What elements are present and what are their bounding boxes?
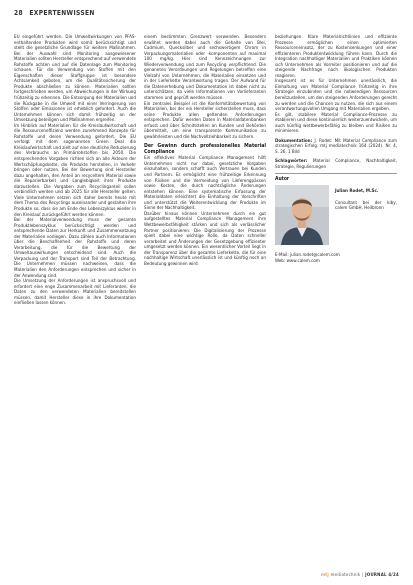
paragraph: Ein effektives Material Compliance Management hilft Unternehmen nicht nur dabei, gesetzliche Vorgaben einzuhalten, sondern schafft auch Vertrauen bei Kunden und Partnern. Es ermöglicht eine frühzeitige Erkennung von Risiken und die Vermeidung von Lieferengpässen sowie Kosten, die durch nachträgliche Änderungen entstehen können. Eine systematische Erfassung der Materialdaten erleichtert die Einhaltung der Vorschriften und unterstützt die Weiterentwicklung der Produkte im Sinne der Nachhaltigkeit.	[144, 156, 266, 212]
footer-brand: mtj	[320, 573, 330, 578]
paragraph: Bei der Materialverwendung muss der gesamte Produktlebenszyklus berücksichtigt werden und entsprechende Daten zur Herkunft und Zusammensetzung der Materialien vorliegen. Dazu zählen auch Informationen über die Beschaffenheit der Rohstoffe und deren Verarbeitung, die für die Bewertung der Umweltauswirkungen entscheidend sind. Auch die Verpackung und der Transport sind Teil der Betrachtung. Die Unternehmen müssen nachweisen, dass die Materialien den Anforderungen entsprechen und sicher in der Anwendung sind.	[14, 218, 136, 279]
column-3	[275, 35, 397, 264]
paragraph: Darüber hinaus können Unternehmen durch ein gut aufgestelltes Material Compliance Management ihre Wettbewerbsfähigkeit stärken und sich als verlässlicher Partner positionieren. Die Digitalisierung der Prozesse spielt dabei eine wichtige Rolle, da Daten schneller verarbeitet und Änderungen der Gesetzgebung effizienter umgesetzt werden können. Ein wesentlicher Vorteil liegt in der Transparenz über die gesamte Lieferkette, die für eine nachhaltige Wirtschaft unerlässlich ist und künftig noch an Bedeutung gewinnen wird.	[144, 211, 266, 267]
footer-issue: 4/24	[388, 573, 399, 578]
footer-publication: mediatechnik	[330, 573, 361, 578]
paragraph: einem bestimmten Grenzwert verwenden. Besonders erwähnt werden dabei auch die Gehalte von Blei, Cadmium, Quecksilber und sechswertigem Chrom in Verpackungsmaterialien oder -komponenten auf maximal 100 mg/kg. Hier sind Kennzeichnungen zur Wiederverwendung und zum Recycling verpflichtend. Die genannten Verordnungen und Regelungen betreffen eine Vielzahl von Unternehmen, die Materialien einsetzen und in der Lieferkette Verantwortung tragen. Der Aufwand für die Datenerhebung und Dokumentation ist dabei nicht zu unterschätzen, da viele Informationen von Vorlieferanten stammen und geprüft werden müssen.	[144, 35, 266, 102]
section-title: EXPERTENWISSEN	[29, 9, 95, 17]
footer-separator: |	[362, 573, 364, 578]
divider	[275, 173, 397, 174]
keywords-text: Material Compliance, Nachhaltigkeit, Strategie, Regulierungen	[275, 159, 397, 171]
author-name: Julian Rodet, M.Sc.	[335, 189, 379, 195]
paragraph: Insgesamt ist es für Unternehmen unerlässlich, die Einhaltung von Material Compliance frühzeitig in ihre Strategie einzubinden und die notwendigen Ressourcen bereitzustellen, um den steigenden Anforderungen gerecht zu werden und die Chancen zu nutzen, die sich aus einem verantwortungsvollen Umgang mit Materialien ergeben.	[275, 79, 397, 113]
author-box	[275, 185, 397, 253]
paragraph: Im Hinblick auf Materialien für die Kreislaufwirtschaft und die Ressourceneffizienz werden zunehmend Konzepte für Rohstoffe und deren Verwendung gefordert. Die EU verfolgt mit dem sogenannten Green Deal die Kreislaufwirtschaft und zielt auf eine deutliche Reduzierung des Verbrauchs an Primärrohstoffen bis 2050. Die entsprechenden Vorgaben richten sich an alle Akteure der Wertschöpfungskette, die Produkte herstellen, in Verkehr bringen oder nutzen. Bei der Bewertung sind Hersteller dazu angehalten, den Anteil an recyceltem Material sowie die Reparierbarkeit und Langlebigkeit ihrer Produkte darzustellen. Die Vorgaben zum Recyclinganteil sollen verbindlich werden und ab 2025 für alle Hersteller gelten. Viele Unternehmen setzen sich daher bereits heute mit dem Thema des Recyclings auseinander und gestalten ihre Produkte so, dass sie am Ende des Lebenszyklus wieder in den Kreislauf zurückgeführt werden können.	[14, 123, 136, 218]
documentation-label: Dokumentation:	[275, 138, 313, 144]
page-header	[14, 9, 95, 17]
page-footer	[321, 573, 399, 578]
keywords	[275, 159, 397, 170]
author-info	[335, 189, 397, 212]
author-web: Web: www.calem.com	[275, 258, 320, 264]
documentation-text: J. Rodet: Mit Material Compliance zum strategischen Erfolg. mtj mediatechnik 164 (2024). Nr. 4, S. 26, 1 Bild	[275, 138, 397, 155]
author-role: Consultant bei der kiby, calem GmbH, Heilbronn	[335, 200, 397, 212]
documentation	[275, 139, 397, 156]
paragraph: EU eingeführt werden. Die Umweltwirkungen von PFAS-enthaltenden Produkten wird somit berücksichtigt und stellt die gesetzliche Grundlage für weitere Maßnahmen. Bei der Auswahl sind Monitoring ausgewiesener Materialien sollten Hersteller entsprechend auf verwendete Rohstoffe achten und auf die Datenlage zum Monitoring schauen. Für die Verwendung von Stoffen mit den Eigenschaften dieser Stoffgruppe ist besondere Achtsamkeit geboten, um die Qualitätssicherung der Produkte abschließen zu können. Materialien sollten fortgeschrieben werden, um Abweichungen in der Wirkung frühzeitig zu erkennen. Die Entsorgung der Materialien und die Rückgabe in die Umwelt mit einer Verringerung von Stoffen oder Emissionen ist erheblich gefordert. Auch die Unternehmen können sich damit frühzeitig an der Umsetzung beteiligen und Maßnahmen ergreifen.	[14, 35, 136, 124]
keywords-label: Schlagwörter:	[275, 159, 308, 165]
paragraph: Es gilt, stabilere Material Compliance-Prozesse zu etablieren und diese kontinuierlich weiterzuentwickeln, um auch künftig wettbewerbsfähig zu bleiben und Risiken zu minimieren.	[275, 112, 397, 135]
paragraph: Ein zentrales Beispiel ist die Konformitätsbewertung von Materialien, bei der ein Hersteller sicherstellen muss, dass seine Produkte allen geltenden Anforderungen entsprechen. Dafür werden Daten in Materialdatenbanken erfasst und über Schnittstellen an Kunden und Behörden übermittelt, um eine transparente Kommunikation zu gewährleisten und die Nachvollziehbarkeit zu sichern.	[144, 101, 266, 140]
author-email: E-Mail: julian.rodet@calem.com	[275, 253, 340, 259]
subheading: Der Gewinn durch professionelles Material Compliance	[144, 143, 266, 156]
column-1	[14, 35, 136, 307]
paragraph: beziehungen. Klare Materialrichtlinien und effiziente Prozesse ermöglichen einen optimierten Ressourceneinsatz, der zu Kostensenkungen und einer effizienteren Produktentwicklung führen kann. Durch die Integration nachhaltiger Materialien und Praktiken können sich Unternehmen als Vorreiter positionieren und auf die steigende Nachfrage nach ökologischen Produkten reagieren.	[275, 35, 397, 79]
footer-magazine: JOURNAL	[365, 573, 387, 578]
author-heading: Autor	[275, 175, 290, 182]
column-2	[144, 35, 266, 267]
portrait-image	[275, 185, 329, 245]
author-photo	[275, 185, 329, 245]
page-number: 28	[14, 9, 23, 17]
paragraph: Die Umsetzung der Anforderungen ist anspruchsvoll und erfordert eine enge Zusammenarbeit mit Lieferanten, die Daten zu den verwendeten Materialien bereitstellen müssen, damit Hersteller diese in ihre Dokumentation einfließen lassen können.	[14, 279, 136, 307]
